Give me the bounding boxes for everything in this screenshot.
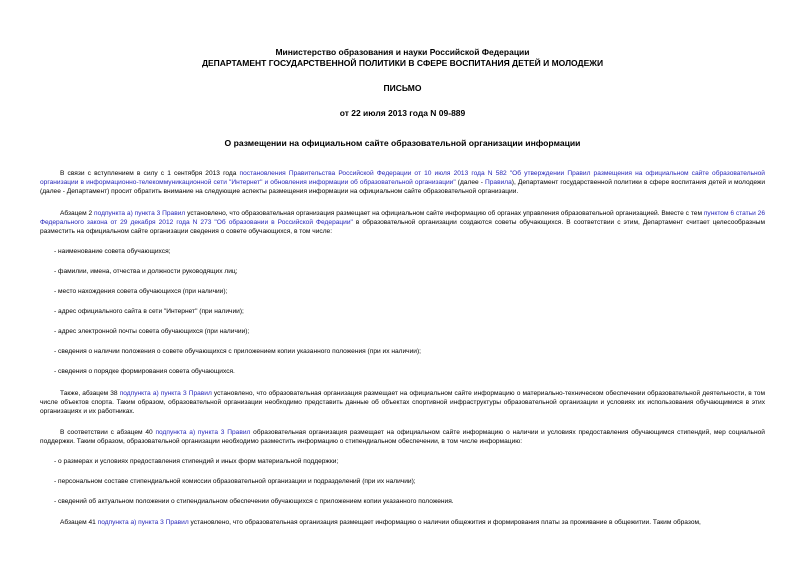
scholarship-list [40, 457, 765, 506]
link-rules-item-3a[interactable]: подпункта а) пункта 3 Правил [119, 390, 212, 397]
paragraph-text: В соответствии с абзацем 40 [60, 429, 156, 436]
student-council-list [40, 247, 765, 376]
list-item: - персональном составе стипендиальной комиссии образовательной организации и подразделений (при их наличии); [54, 478, 416, 485]
paragraph-text: В связи с вступлением в силу с 1 сентября 2013 года [60, 170, 240, 177]
document-type: ПИСЬМО [383, 83, 422, 93]
list-item: - сведения о наличии положения о совете обучающихся с приложением копии указанного положения (при их наличии); [54, 348, 421, 355]
paragraph-1 [40, 169, 765, 196]
list-item: - сведения о порядке формирования совета обучающихся. [54, 368, 235, 375]
list-item: - адрес электронной почты совета обучающихся (при наличии); [54, 328, 250, 335]
link-rules-item-3a[interactable]: подпункта а) пункта 3 Правил [94, 210, 186, 217]
document-date: от 22 июля 2013 года N 09-889 [339, 108, 466, 118]
paragraph-text: установлено, что образовательная организация размещает на официальном сайте информацию о материально-техническом обеспечении образовательной деятельности, в том числе объектов спорта. Таким образом, образовательной организации необходимо представить данные об объектах спортивной инфраструктуры образовательной организации и условиях их использования обучающимися в этих организациях и их работниках. [40, 390, 765, 415]
paragraph-2 [40, 209, 765, 236]
paragraph-text: установлено, что образовательная организация размещает на официальном сайте информацию об органах управления образовательной организацией. Вместе с тем [185, 210, 704, 217]
paragraph-text: ), Департамент государственной политики в сфере воспитания детей и молодежи (далее - Департамент) просит обратить внимание на следующие аспекты размещения информации на официальном сайте образовательной организации. [40, 179, 766, 195]
document-header [40, 0, 765, 149]
link-government-decree-582[interactable]: постановления Правительства Российской Федерации от 10 июля 2013 года N 582 "Об утверждении Правил размещения на официальном сайте образовательной организации в информационно-телекоммуникационной сети "Интернет" и обновления информации об образовательной организации" [40, 170, 765, 186]
list-item: - сведений об актуальном положении о стипендиальном обеспечении обучающихся с приложением копии указанного положения. [54, 498, 454, 505]
list-item: - наименование совета обучающихся; [54, 248, 171, 255]
link-federal-law-273[interactable]: пунктом 6 статьи 26 Федерального закона от 29 декабря 2012 года N 273 "Об образовании в Российской Федерации" [40, 210, 765, 226]
link-rules[interactable]: Правила [485, 179, 512, 186]
document-body [40, 169, 765, 527]
link-rules-item-3a[interactable]: подпункта а) пункта 3 Правил [155, 429, 251, 436]
paragraph-text: в образовательной организации создаются советы обучающихся. В соответствии с этим, Департамент считает целесообразным разместить на официальном сайте организации сведения о совете обучающихся, в том числе: [40, 219, 765, 235]
paragraph-4 [40, 428, 765, 446]
list-item: - адрес официального сайта в сети "Интернет" (при наличии); [54, 308, 244, 315]
paragraph-text: образовательная организация размещает на официальном сайте информацию о наличии и условиях предоставления обучающимся стипендий, мер социальной поддержки. Таким образом, образовательной организации необходимо разместить информацию о стипендиальном обеспечении, в том числе информацию: [40, 429, 765, 445]
list-item: - о размерах и условиях предоставления стипендий и иных форм материальной поддержки; [54, 458, 339, 465]
paragraph-text: Также, абзацем 38 [60, 390, 120, 397]
paragraph-text: (далее - [455, 179, 486, 186]
paragraph-text: Абзацем 2 [60, 210, 95, 217]
link-rules-item-3a[interactable]: подпункта а) пункта 3 Правил [97, 519, 189, 526]
paragraph-3 [40, 389, 765, 416]
ministry-name: Министерство образования и науки Российской Федерации [275, 47, 530, 57]
paragraph-5 [40, 518, 765, 527]
list-item: - фамилии, имена, отчества и должности руководящих лиц; [54, 268, 238, 275]
department-name: ДЕПАРТАМЕНТ ГОСУДАРСТВЕННОЙ ПОЛИТИКИ В СФЕРЕ ВОСПИТАНИЯ ДЕТЕЙ И МОЛОДЕЖИ [201, 58, 604, 68]
list-item: - место нахождения совета обучающихся (при наличии); [54, 288, 228, 295]
document-subject: О размещении на официальном сайте образовательной организации информации [224, 138, 581, 148]
paragraph-text: Абзацем 41 [60, 519, 98, 526]
paragraph-text: установлено, что образовательная организация размещает информацию о наличии общежития и формирования платы за проживание в общежитии. Таким образом, [188, 519, 701, 526]
